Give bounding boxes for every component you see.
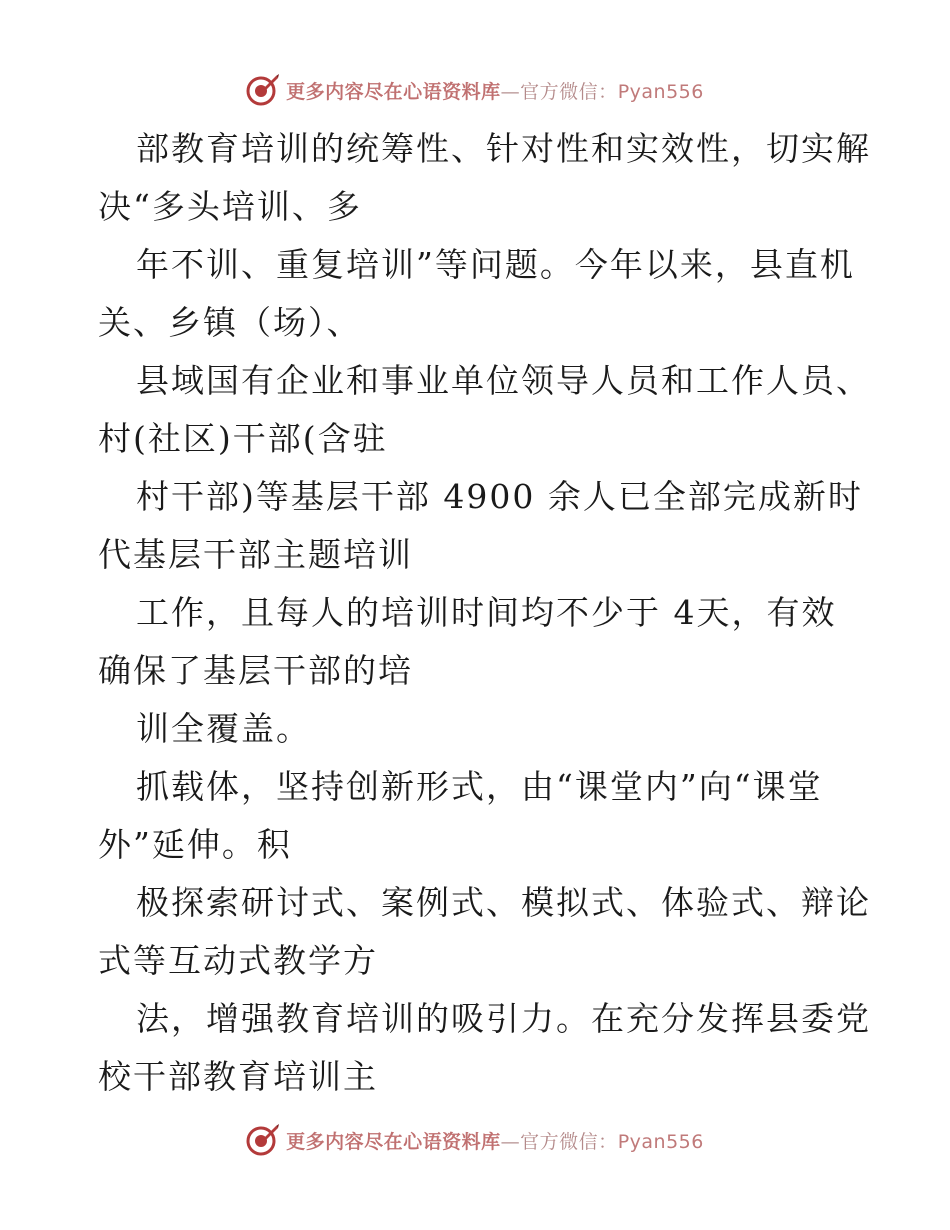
body-line: 代基层干部主题培训 [98,535,413,574]
header-banner [0,68,950,112]
body-line: 工作，且每人的培训时间均不少于 4天，有效 [136,593,837,632]
body-line: 抓载体，坚持创新形式，由“课堂内”向“课堂 [136,767,823,806]
header-main-text: 更多内容尽在心语资料库 [286,80,501,103]
body-line: 外”延伸。积 [98,825,292,864]
body-line: 训全覆盖。 [136,709,311,748]
body-line: 法，增强教育培训的吸引力。在充分发挥县委党 [136,999,871,1038]
footer-wechat-label: 官方微信： [520,1130,618,1153]
header-separator: — [500,80,521,103]
pen-logo-icon [246,1123,280,1157]
body-line: 决“多头培训、多 [98,187,362,226]
body-line: 关、乡镇（场）、 [98,303,362,342]
body-line: 校干部教育培训主 [98,1057,378,1096]
body-line: 村干部)等基层干部 4900 余人已全部完成新时 [136,477,863,516]
header-wechat-label: 官方微信： [520,80,618,103]
body-line: 部教育培训的统筹性、针对性和实效性，切实解 [136,129,871,168]
body-line: 年不训、重复培训”等问题。今年以来，县直机 [136,245,855,284]
footer-separator: — [500,1130,521,1153]
header-wechat-id: Pyan556 [617,80,704,103]
footer-banner-inner [246,1123,704,1157]
footer-banner [0,1118,950,1162]
body-line: 极探索研讨式、案例式、模拟式、体验式、辩论 [136,883,871,922]
body-line: 确保了基层干部的培 [98,651,413,690]
header-text [286,77,704,104]
footer-main-text: 更多内容尽在心语资料库 [286,1130,501,1153]
footer-text [286,1127,704,1154]
document-body [98,120,878,1106]
body-line: 村(社区)干部(含驻 [98,419,388,458]
header-banner-inner [246,73,704,107]
footer-wechat-id: Pyan556 [617,1130,704,1153]
body-line: 县域国有企业和事业单位领导人员和工作人员、 [136,361,871,400]
pen-logo-icon [246,73,280,107]
body-line: 式等互动式教学方 [98,941,378,980]
